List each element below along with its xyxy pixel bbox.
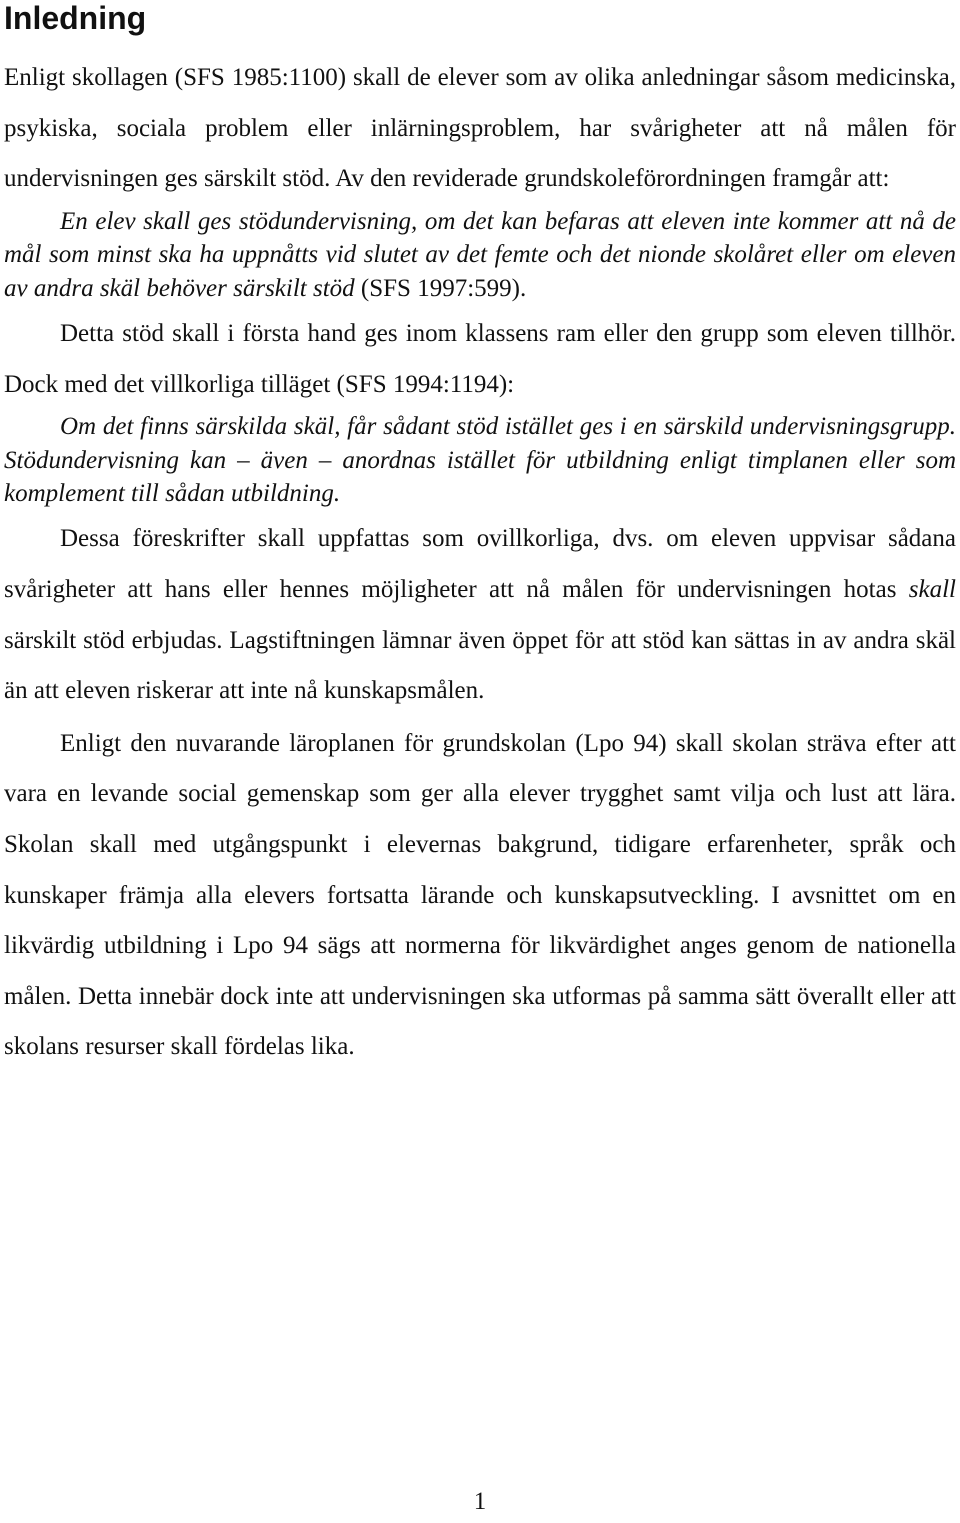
paragraph-foreskrifter-start: Dessa föreskrifter skall uppfattas som ovillkorliga, dvs. om eleven uppvisar sådana svårigheter att hans eller hennes möjligheter att nå målen för undervisningen hotas: [4, 525, 956, 603]
paragraph-foreskrifter-end: särskilt stöd erbjudas. Lagstiftningen lämnar även öppet för att stöd kan sättas in av andra skäl än att eleven riskerar att inte nå kunskapsmålen.: [4, 626, 956, 705]
page-number: 1: [473, 1488, 487, 1515]
paragraph-foreskrifter: [4, 514, 956, 716]
quote-grundskoleforordningen: [4, 205, 956, 305]
section-heading: Inledning: [4, 0, 147, 36]
quote-text: En elev skall ges stödundervisning, om det kan befaras att eleven inte kommer att nå de mål som minst ska ha uppnåtts vid slutet av det femte och det nionde skolåret eller om eleven av andra skäl behöver särskilt stöd: [4, 207, 956, 302]
quote-citation: (SFS 1997:599).: [354, 274, 527, 302]
document-page: [4, 0, 956, 1073]
paragraph-skollagen: Enligt skollagen (SFS 1985:1100) skall de elever som av olika anledningar såsom medicinska, psykiska, sociala problem eller inlärningsproblem, har svårigheter att nå målen för undervisningen ges särskilt stöd. Av den reviderade grundskoleförordningen framgår att:: [4, 64, 956, 193]
paragraph-laroplanen: Enligt den nuvarande läroplanen för grundskolan (Lpo 94) skall skolan sträva efter att vara en levande social gemenskap som ger alla elever trygghet samt vilja och lust att lära. Skolan skall med utgångspunkt i elevernas bakgrund, tidigare erfarenheter, språk och kunskaper främja alla elevers fortsatta lärande och kunskapsutveckling. I avsnittet om en likvärdig utbildning i Lpo 94 sägs att normerna för likvärdighet anges genom de nationella målen. Detta innebär dock inte att undervisningen ska utformas på samma sätt överallt eller att skolans resurser skall fördelas lika.: [4, 729, 956, 1061]
paragraph-stod-klassens-ram: Detta stöd skall i första hand ges inom klassens ram eller den grupp som eleven tillhör. Dock med det villkorliga tilläget (SFS 1994:1194):: [4, 320, 956, 398]
quote-villkorliga-tillaget: Om det finns särskilda skäl, får sådant stöd istället ges i en särskild undervisningsgrupp. Stödundervisning kan – även – anordnas istället för utbildning enligt timplanen eller som komplement till sådan utbildning.: [4, 413, 956, 507]
emphasis-skall: skall: [908, 576, 956, 603]
